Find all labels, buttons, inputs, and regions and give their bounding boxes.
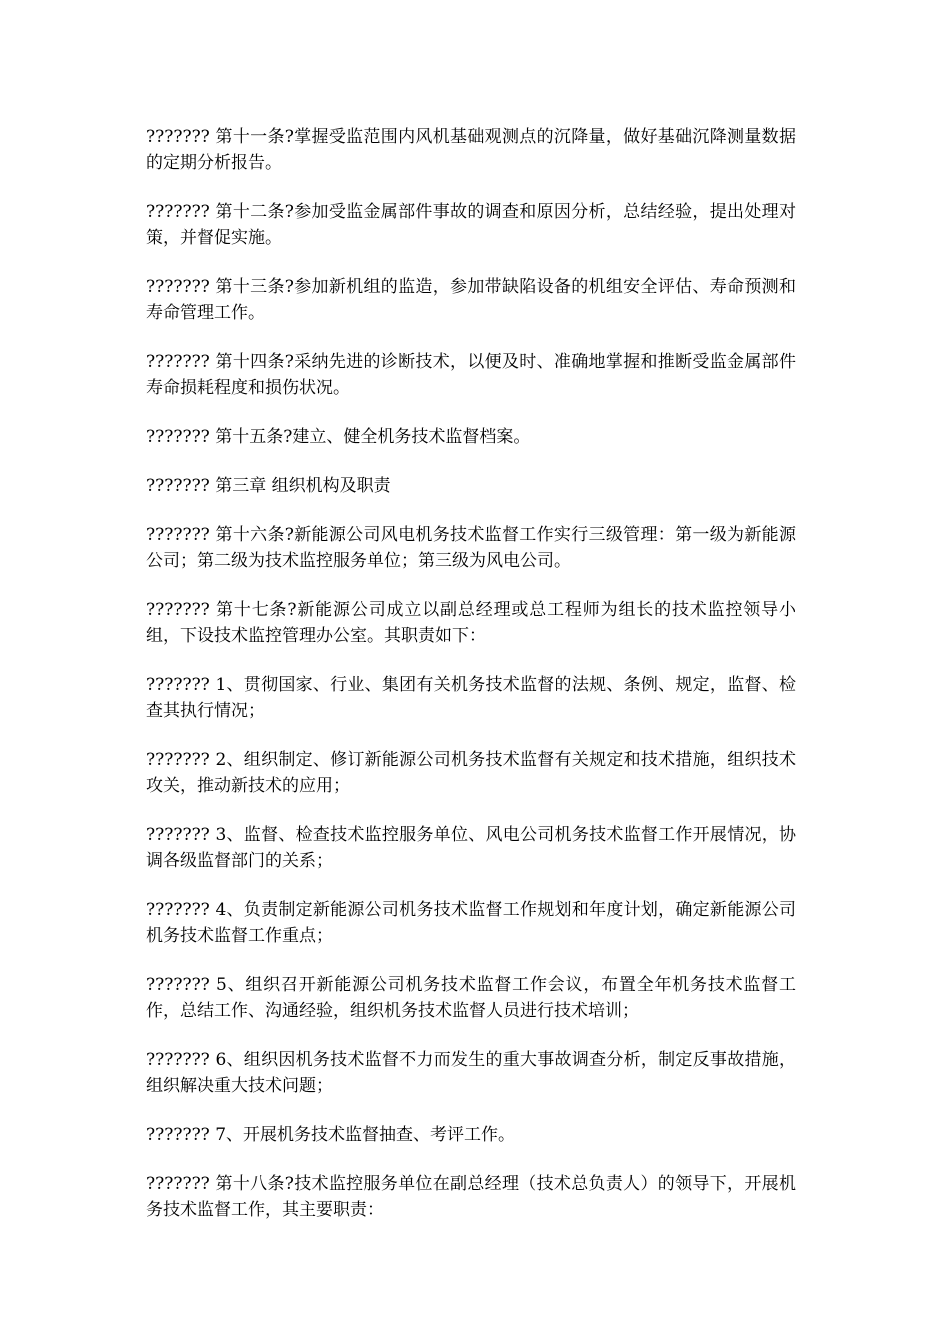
article-12-paragraph: ??????? 第十二条?参加受监金属部件事故的调查和原因分析，总结经验，提出处理对策，并督促实施。 xyxy=(146,202,796,248)
duty-item-5: ??????? 5、组织召开新能源公司机务技术监督工作会议，布置全年机务技术监督工作，总结工作、沟通经验，组织机务技术监督人员进行技术培训； xyxy=(146,975,796,1021)
chapter-3-heading: ??????? 第三章 组织机构及职责 xyxy=(146,476,391,496)
article-11-paragraph: ??????? 第十一条?掌握受监范围内风机基础观测点的沉降量，做好基础沉降测量数据的定期分析报告。 xyxy=(146,127,796,173)
article-17-paragraph: ??????? 第十七条?新能源公司成立以副总经理或总工程师为组长的技术监控领导小组，下设技术监控管理办公室。其职责如下： xyxy=(146,600,796,646)
duty-item-1: ??????? 1、贯彻国家、行业、集团有关机务技术监督的法规、条例、规定，监督、检查其执行情况； xyxy=(146,675,796,721)
article-13-paragraph: ??????? 第十三条?参加新机组的监造，参加带缺陷设备的机组安全评估、寿命预测和寿命管理工作。 xyxy=(146,277,796,323)
duty-item-3: ??????? 3、监督、检查技术监控服务单位、风电公司机务技术监督工作开展情况，协调各级监督部门的关系； xyxy=(146,825,796,871)
duty-item-4: ??????? 4、负责制定新能源公司机务技术监督工作规划和年度计划，确定新能源公司机务技术监督工作重点； xyxy=(146,900,796,946)
document-body xyxy=(146,124,796,1246)
duty-item-7: ??????? 7、开展机务技术监督抽查、考评工作。 xyxy=(146,1125,516,1145)
article-14-paragraph: ??????? 第十四条?采纳先进的诊断技术，以便及时、准确地掌握和推断受监金属部件寿命损耗程度和损伤状况。 xyxy=(146,352,796,398)
article-16-paragraph: ??????? 第十六条?新能源公司风电机务技术监督工作实行三级管理：第一级为新能源公司；第二级为技术监控服务单位；第三级为风电公司。 xyxy=(146,525,796,571)
article-18-paragraph: ??????? 第十八条?技术监控服务单位在副总经理（技术总负责人）的领导下，开展机务技术监督工作，其主要职责： xyxy=(146,1174,796,1220)
duty-item-2: ??????? 2、组织制定、修订新能源公司机务技术监督有关规定和技术措施，组织技术攻关，推动新技术的应用； xyxy=(146,750,796,796)
duty-item-6: ??????? 6、组织因机务技术监督不力而发生的重大事故调查分析，制定反事故措施，组织解决重大技术问题； xyxy=(146,1050,796,1096)
article-15-paragraph: ??????? 第十五条?建立、健全机务技术监督档案。 xyxy=(146,427,531,447)
